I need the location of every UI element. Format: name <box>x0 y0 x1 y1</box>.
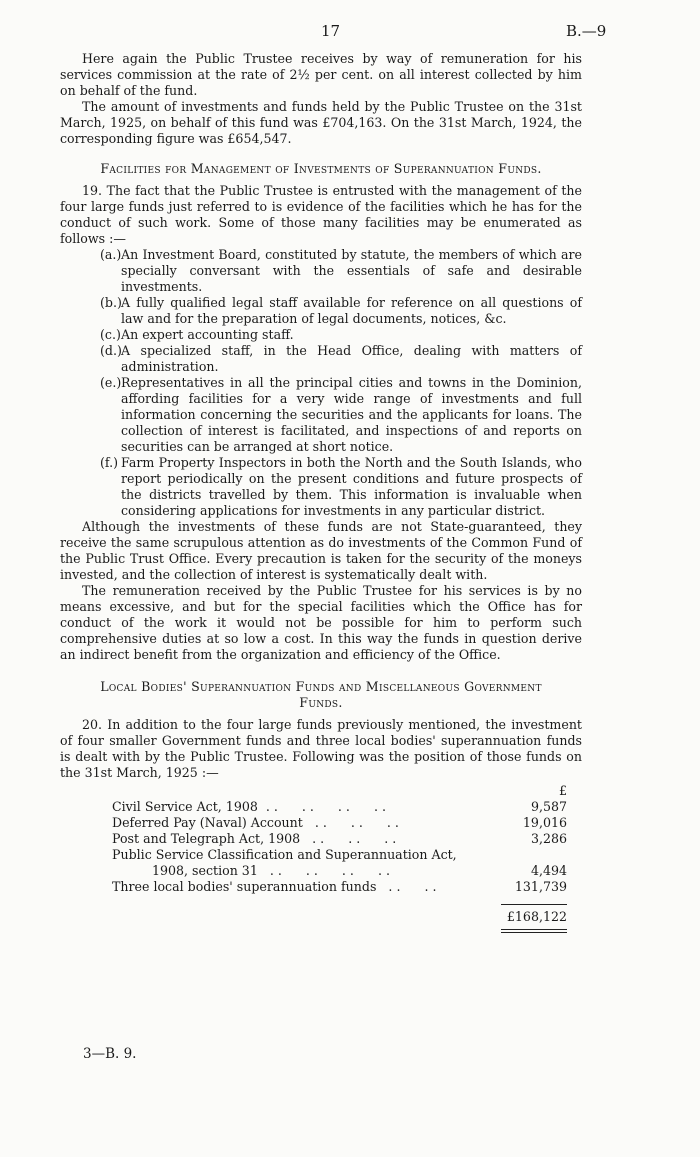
list-item-text: Farm Property Inspectors in both the North and the South Islands, who report periodically on the present conditions and future prospects of the districts travelled by them. This information is invaluable when considering applications for investments in any particular district. <box>121 455 582 518</box>
row-leader: . . . . . . <box>300 831 397 846</box>
heading-line: Local Bodies' Superannuation Funds and Miscellaneous Government <box>100 679 542 694</box>
row-label: Three local bodies' superannuation funds <box>112 879 377 894</box>
row-value: 9,587 <box>530 799 567 814</box>
paragraph-remuneration: The remuneration received by the Public Trustee for his services is by no means excessive, and but for the special facilities which the Office has for conduct of the work it would not be possible for him to perform such comprehensive duties at so low a cost. In this way the funds in question derive an indirect benefit from the organization and efficiency of the Office. <box>60 583 582 662</box>
document-body <box>60 51 582 933</box>
total-double-rule <box>501 929 567 930</box>
facilities-list <box>60 247 582 519</box>
heading-line: Funds. <box>299 695 343 710</box>
paragraph-intro: Here again the Public Trustee receives by way of remuneration for his services commission at the rate of 2½ per cent. on all interest collected by him on behalf of the fund. <box>60 51 582 98</box>
row-leader: . . . . . . . . <box>257 799 386 814</box>
list-item-label: (a.) <box>100 247 122 262</box>
list-item-text: A fully qualified legal staff available for reference on all questions of law and for the preparation of legal documents, notices, &c. <box>121 295 582 326</box>
list-item <box>100 343 582 375</box>
list-item <box>100 375 582 455</box>
paragraph-although: Although the investments of these funds are not State-guaranteed, they receive the same scrupulous attention as do investments of the Common Fund of the Public Trust Office. Every precaution is taken for the security of the moneys invested, and the collection of interest is systematically dealt with. <box>60 519 582 582</box>
funds-table <box>112 783 567 933</box>
total-rule <box>501 904 567 905</box>
row-value: 19,016 <box>522 815 567 830</box>
table-row <box>112 879 567 895</box>
list-item-label: (f.) <box>100 455 119 470</box>
page-footer: 3—B. 9. <box>83 1046 137 1062</box>
row-leader: . . . . <box>376 879 437 894</box>
list-item-text: An Investment Board, constituted by statute, the members of which are specially conversant with the essentials of safe and desirable investments. <box>121 247 582 294</box>
row-value: 3,286 <box>530 831 567 846</box>
list-item <box>100 327 582 343</box>
currency-header: £ <box>558 783 567 798</box>
page-number: 17 <box>321 22 341 40</box>
table-row <box>112 815 567 831</box>
row-label: Civil Service Act, 1908 <box>112 799 258 814</box>
row-label: 1908, section 31 <box>152 863 258 878</box>
row-label: Public Service Classification and Superannuation Act, <box>112 847 457 862</box>
row-leader: . . . . . . . . <box>257 863 390 878</box>
paragraph-19: 19. The fact that the Public Trustee is entrusted with the management of the four large funds just referred to is evidence of the facilities which he has for the conduct of such work. Some of those many facilities may be enumerated as follows :— <box>60 183 582 246</box>
row-value <box>497 847 567 863</box>
paragraph-amount: The amount of investments and funds held by the Public Trustee on the 31st March, 1925, on behalf of this fund was £704,163. On the 31st March, 1924, the corresponding figure was £654,547. <box>60 99 582 146</box>
list-item-label: (e.) <box>100 375 122 390</box>
section-heading-local-bodies <box>60 679 582 711</box>
paragraph-20: 20. In addition to the four large funds previously mentioned, the investment of four smaller Government funds and three local bodies' superannuation funds is dealt with by the Public Trustee. Following was the position of those funds on the 31st March, 1925 :— <box>60 717 582 780</box>
row-value: 4,494 <box>530 863 567 878</box>
list-item-label: (d.) <box>100 343 122 358</box>
section-heading-facilities: Facilities for Management of Investments of Superannuation Funds. <box>100 161 542 176</box>
list-item <box>100 295 582 327</box>
list-item-text: A specialized staff, in the Head Office, dealing with matters of administration. <box>121 343 582 374</box>
list-item <box>100 247 582 295</box>
table-row <box>112 831 567 847</box>
list-item-text: Representatives in all the principal cities and towns in the Dominion, affording facilities for a very wide range of investments and full information concerning the securities and the applicants for loans. The collection of interest is facilitated, and inspections of and reports on securities can be arranged at short notice. <box>121 375 582 454</box>
table-row <box>112 847 567 863</box>
table-row <box>112 799 567 815</box>
row-label: Deferred Pay (Naval) Account <box>112 815 303 830</box>
row-value: 131,739 <box>514 879 567 894</box>
row-label: Post and Telegraph Act, 1908 <box>112 831 301 846</box>
document-reference: B.—9 <box>566 22 607 40</box>
row-leader: . . . . . . <box>302 815 399 830</box>
list-item-text: An expert accounting staff. <box>121 327 294 342</box>
list-item-label: (b.) <box>100 295 122 310</box>
list-item <box>100 455 582 519</box>
table-total: £168,122 <box>506 909 567 924</box>
list-item-label: (c.) <box>100 327 121 342</box>
total-double-rule <box>501 932 567 933</box>
table-row <box>112 863 567 879</box>
